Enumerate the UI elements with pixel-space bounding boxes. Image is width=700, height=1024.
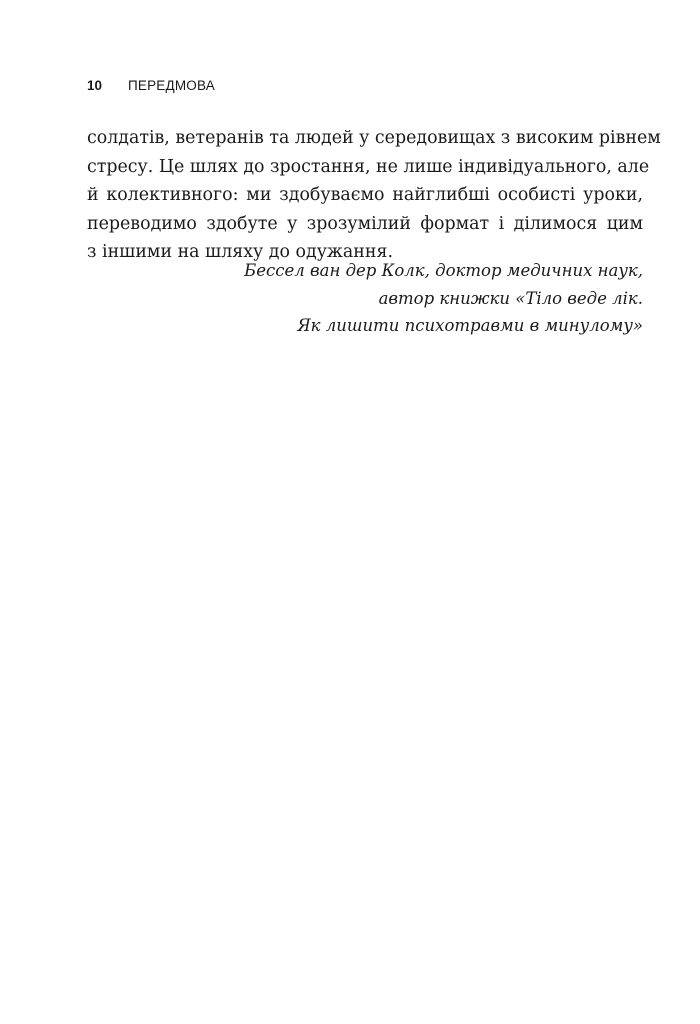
body-line: з іншими на шляху до одужання. [87, 242, 393, 262]
body-line: переводимо здобуте у зрозумілий формат і ділимося цим [87, 213, 643, 234]
attribution-line: Бессел ван дер Колк, доктор медичних наук, [244, 261, 643, 280]
body-line: стресу. Це шлях до зростання, не лише індивідуального, але [87, 156, 650, 177]
body-paragraph [87, 124, 661, 267]
attribution-line: Як лишити психотравми в минулому» [297, 316, 643, 335]
running-header [87, 78, 215, 93]
quote-attribution [87, 257, 643, 340]
section-title: ПЕРЕДМОВА [128, 78, 215, 93]
attribution-line: автор книжки «Тіло веде лік. [378, 288, 643, 308]
body-line: й колективного: ми здобуваємо найглибші особисті уроки, [87, 185, 643, 205]
page-number: 10 [87, 78, 103, 93]
body-line: солдатів, ветеранів та людей у середовищах з високим рівнем [87, 128, 661, 148]
